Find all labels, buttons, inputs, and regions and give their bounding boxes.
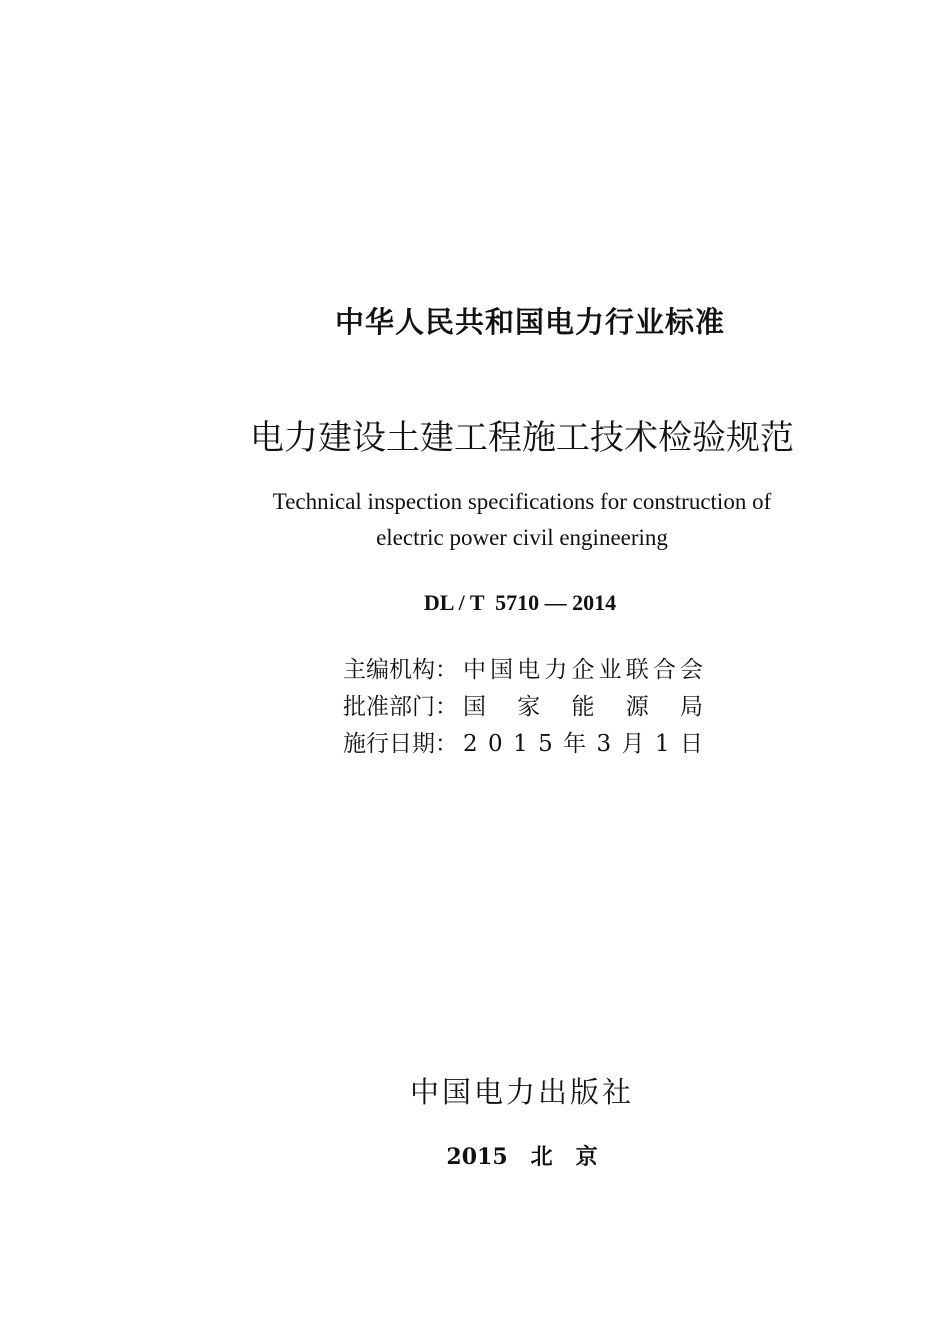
title-chinese: 电力建设土建工程施工技术检验规范 — [250, 418, 794, 458]
effective-date-row — [343, 726, 703, 763]
approver-label: 批准部门： — [343, 694, 458, 720]
editor-label: 主编机构： — [343, 657, 458, 683]
standard-metadata — [343, 652, 703, 763]
approver-row — [343, 689, 703, 726]
effective-date-value: 2 0 1 5 年 3 月 1 日 — [463, 731, 703, 757]
title-english-line-1: Technical inspection specifications for construction of — [272, 489, 772, 514]
standard-number: DL / T 5710 — 2014 — [423, 590, 617, 615]
title-english-line-2: electric power civil engineering — [376, 525, 668, 550]
title-english — [0, 484, 950, 556]
editor-value: 中 国 电 力 企 业 联 合 会 — [463, 657, 703, 683]
standard-category: 中华人民共和国电力行业标准 — [334, 305, 725, 339]
editor-row — [343, 652, 703, 689]
publish-year-place: 2015 北 京 — [446, 1144, 598, 1170]
publisher-name: 中国电力出版社 — [409, 1075, 634, 1109]
approver-value: 国 家 能 源 局 — [463, 694, 703, 720]
effective-date-label: 施行日期： — [343, 731, 458, 757]
